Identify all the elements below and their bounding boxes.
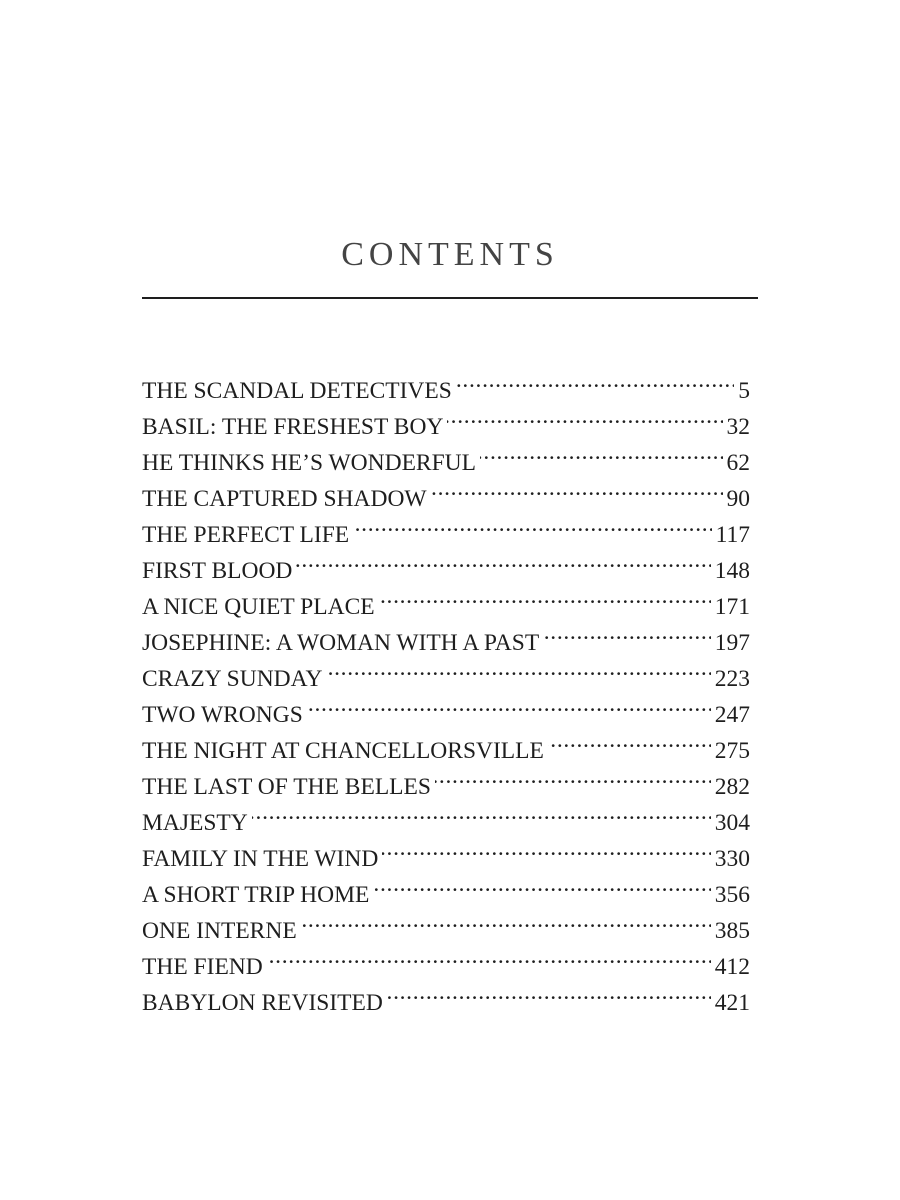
dot-leader	[480, 434, 722, 470]
contents-heading: CONTENTS	[341, 236, 559, 273]
toc-entry[interactable]	[142, 362, 750, 404]
toc-entry-title: THE PERFECT LIFE	[142, 522, 350, 548]
dot-leader	[447, 398, 722, 434]
toc-entry-title: THE FIEND	[142, 954, 263, 980]
dot-leader	[301, 902, 711, 938]
dot-leader	[387, 974, 711, 1010]
toc-entry-page: 412	[714, 954, 750, 980]
toc-entry-title: BABYLON REVISITED	[142, 990, 383, 1016]
dot-leader	[431, 470, 723, 506]
toc-entry-page: 421	[714, 990, 750, 1016]
toc-entry-page: 385	[714, 918, 750, 944]
toc-entry-title: THE NIGHT AT CHANCELLORSVILLE	[142, 738, 544, 764]
toc-entry-title: A SHORT TRIP HOME	[142, 882, 370, 908]
toc-entry-page: 197	[714, 630, 750, 656]
toc-entry-title: THE LAST OF THE BELLES	[142, 774, 431, 800]
dot-leader	[307, 686, 711, 722]
dot-leader	[252, 794, 711, 830]
toc-entry-page: 148	[714, 558, 750, 584]
toc-entry-page: 5	[738, 378, 750, 404]
toc-entry-page: 117	[715, 522, 750, 548]
toc-entry-page: 62	[726, 450, 750, 476]
toc-entry-title: HE THINKS HE’S WONDERFUL	[142, 450, 477, 476]
toc-entry-title: CRAZY SUNDAY	[142, 666, 323, 692]
dot-leader	[373, 866, 710, 902]
toc-entry-title: FIRST BLOOD	[142, 558, 293, 584]
dot-leader	[435, 758, 711, 794]
dot-leader	[543, 614, 711, 650]
toc-entry-page: 171	[714, 594, 750, 620]
toc-entry-title: THE CAPTURED SHADOW	[142, 486, 427, 512]
dot-leader	[267, 938, 711, 974]
toc-entry-page: 32	[726, 414, 750, 440]
toc-entry-title: FAMILY IN THE WIND	[142, 846, 379, 872]
toc-entry-title: MAJESTY	[142, 810, 248, 836]
dot-leader	[456, 362, 734, 398]
toc-entry-page: 247	[714, 702, 750, 728]
dot-leader	[382, 830, 710, 866]
toc-entry-page: 356	[714, 882, 750, 908]
toc-entry-title: BASIL: THE FRESHEST BOY	[142, 414, 444, 440]
toc-entry-title: ONE INTERNE	[142, 918, 297, 944]
toc-entry-page: 223	[714, 666, 750, 692]
toc-entry-page: 330	[714, 846, 750, 872]
toc-entry-page: 90	[726, 486, 750, 512]
dot-leader	[379, 578, 711, 614]
heading-divider	[142, 297, 758, 299]
toc-entry-page: 304	[714, 810, 750, 836]
dot-leader	[353, 506, 711, 542]
dot-leader	[296, 542, 710, 578]
toc-entry-page: 275	[714, 738, 750, 764]
toc-entry-title: A NICE QUIET PLACE	[142, 594, 375, 620]
toc-entry-page: 282	[714, 774, 750, 800]
dot-leader	[326, 650, 710, 686]
toc-entry-title: THE SCANDAL DETECTIVES	[142, 378, 452, 404]
toc-entry-title: TWO WRONGS	[142, 702, 303, 728]
dot-leader	[548, 722, 711, 758]
toc-entry-title: JOSEPHINE: A WOMAN WITH A PAST	[142, 630, 540, 656]
table-of-contents	[142, 362, 750, 1016]
